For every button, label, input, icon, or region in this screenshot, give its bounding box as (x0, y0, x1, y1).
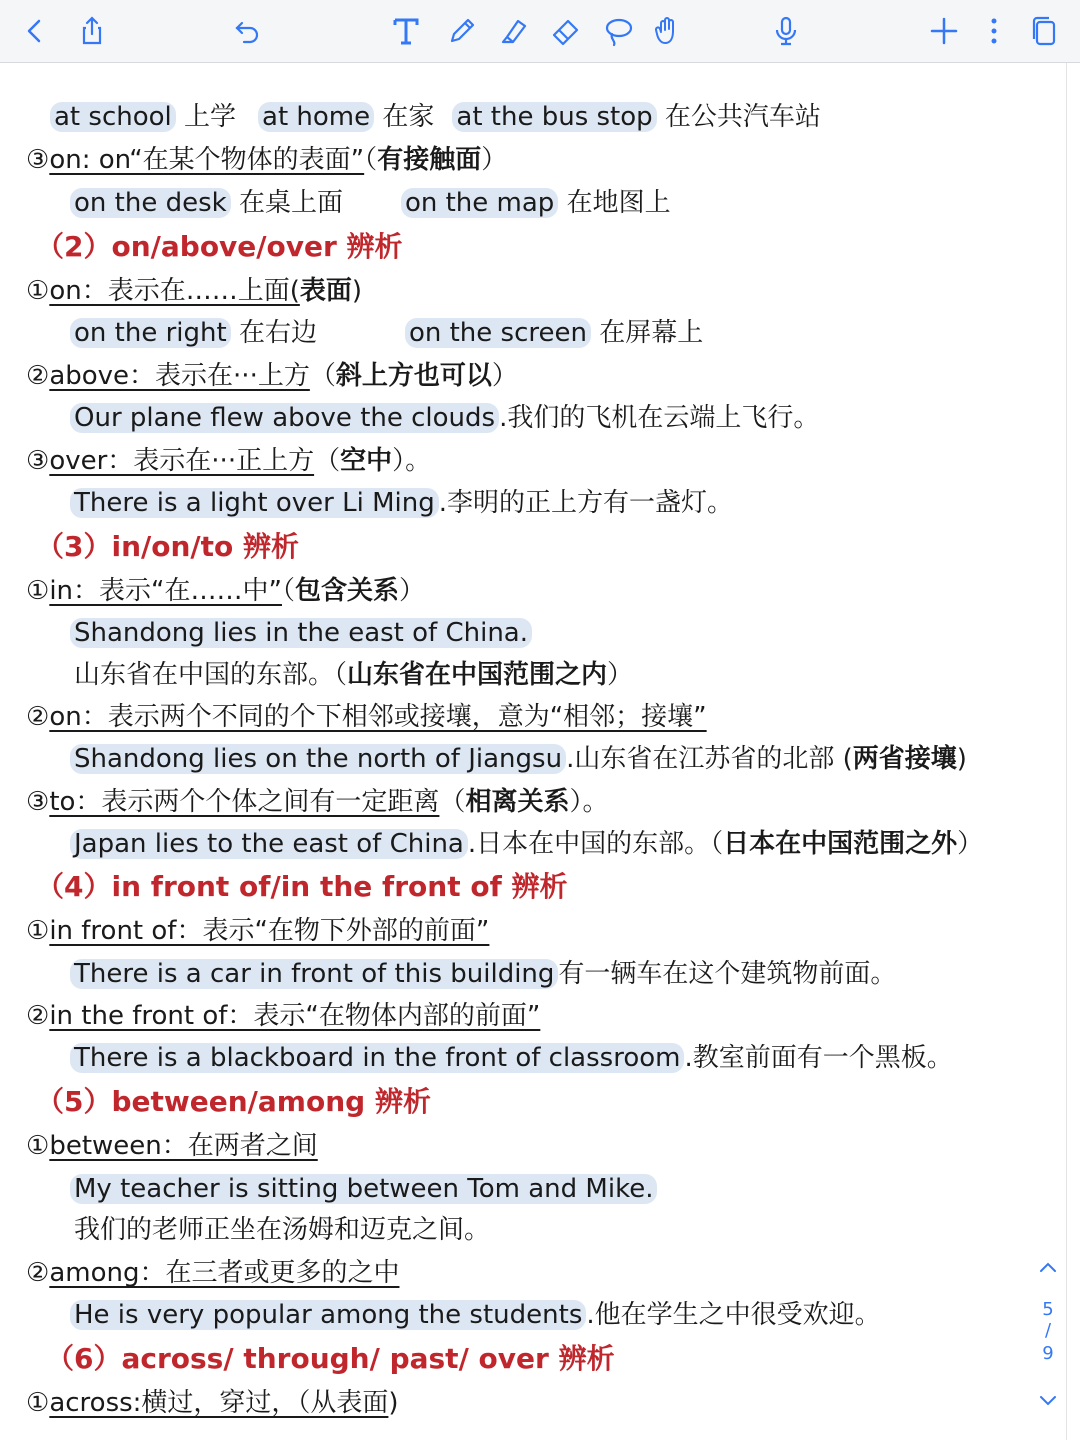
note-line: ②on：表示两个不同的个下相邻或接壤，意为“相邻；接壤” (26, 702, 707, 732)
undo-icon[interactable] (230, 13, 266, 49)
note-line: ②above：表示在···上方（斜上方也可以） (26, 361, 518, 391)
note-line: ①in front of：表示“在物下外部的前面” (26, 916, 490, 946)
note-line: Shandong lies in the east of China. (70, 615, 532, 651)
back-icon[interactable] (16, 13, 52, 49)
note-line: at school 上学 at home 在家 at the bus stop 在公共汽车站 (50, 99, 821, 135)
note-line: ①in：表示“在……中”（包含关系） (26, 576, 426, 606)
note-page[interactable] (0, 63, 1067, 1440)
note-line: ①on：表示在……上面(表面) (26, 276, 363, 306)
note-line: My teacher is sitting between Tom and Mike. (70, 1171, 657, 1207)
note-line: ③on: on“在某个物体的表面”（有接触面） (26, 145, 508, 175)
page-number-total: 9 (1042, 1343, 1054, 1364)
hand-tool-icon[interactable] (650, 13, 686, 49)
toolbar (0, 0, 1080, 63)
note-line: He is very popular among the students .他在学生之中很受欢迎。 (70, 1297, 881, 1333)
note-line: There is a blackboard in the front of classroom .教室前面有一个黑板。 (70, 1040, 953, 1076)
note-line: on the desk 在桌上面 on the map 在地图上 (70, 185, 671, 221)
section-heading: （6）across/ through/ past/ over 辨析 (46, 1342, 615, 1375)
section-heading: （2）on/above/over 辨析 (36, 230, 403, 263)
note-line: ③to：表示两个个体之间有一定距离（相离关系）。 (26, 787, 609, 817)
note-line: on the right 在右边 on the screen 在屏幕上 (70, 315, 703, 351)
pen-icon[interactable] (444, 13, 480, 49)
section-heading: （3）in/on/to 辨析 (36, 530, 300, 563)
pages-icon[interactable] (1026, 13, 1062, 49)
add-page-icon[interactable] (926, 13, 962, 49)
note-line: ①between：在两者之间 (26, 1131, 318, 1161)
lasso-icon[interactable] (600, 13, 636, 49)
note-line: 山东省在中国的东部。（山东省在中国范围之内） (74, 660, 634, 690)
note-line: ②among：在三者或更多的之中 (26, 1258, 400, 1288)
page-number-separator: / (1044, 1320, 1052, 1341)
section-heading: （4）in front of/in the front of 辨析 (36, 870, 568, 903)
section-heading: （5）between/among 辨析 (36, 1085, 431, 1118)
note-line: 我们的老师正坐在汤姆和迈克之间。 (74, 1215, 491, 1245)
microphone-icon[interactable] (768, 13, 804, 49)
highlighter-icon[interactable] (496, 13, 532, 49)
page-up-icon[interactable] (1036, 1256, 1060, 1280)
note-line: Shandong lies on the north of Jiangsu .山东省在江苏省的北部 (两省接壤) (70, 741, 967, 777)
more-icon[interactable] (976, 13, 1012, 49)
note-line: ③over：表示在···正上方（空中）。 (26, 446, 432, 476)
eraser-icon[interactable] (548, 13, 584, 49)
note-line: ①across:横过，穿过，（从表面) (26, 1388, 399, 1418)
page-down-icon[interactable] (1036, 1388, 1060, 1412)
note-line: There is a car in front of this building 有一辆车在这个建筑物前面。 (70, 956, 896, 992)
page-number-current: 5 (1042, 1299, 1054, 1320)
note-line: There is a light over Li Ming .李明的正上方有一盏灯。 (70, 485, 733, 521)
note-line: Our plane flew above the clouds .我们的飞机在云端上飞行。 (70, 400, 819, 436)
note-line: Japan lies to the east of China .日本在中国的东部。（日本在中国范围之外） (70, 826, 983, 862)
share-icon[interactable] (74, 13, 110, 49)
text-tool-icon[interactable] (388, 13, 424, 49)
note-line: ②in the front of：表示“在物体内部的前面” (26, 1001, 541, 1031)
